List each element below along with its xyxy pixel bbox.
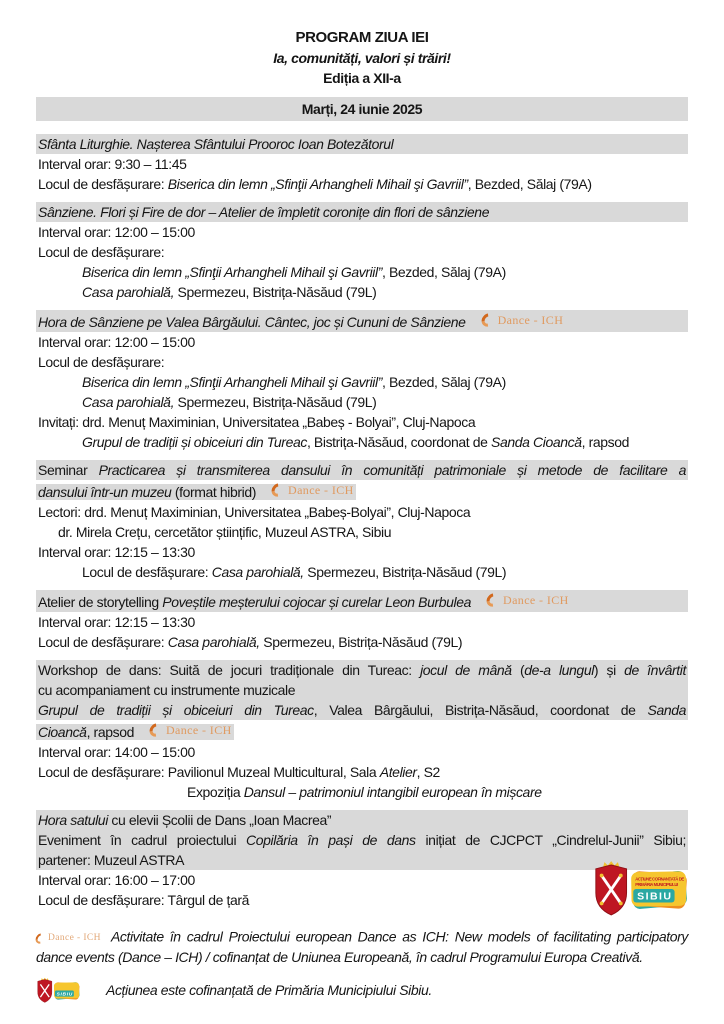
text-run: de-a lungul (524, 662, 594, 678)
text-run: Seminar (38, 462, 99, 478)
footer-sibiu-text: Acțiunea este cofinanțată de Primăria Municipiului Sibiu. (106, 982, 432, 998)
section-title-bar (36, 310, 688, 332)
text-line (36, 870, 688, 890)
text-run: Biserica din lemn „Sfinţii Arhangheli Mihail şi Gavriil” (82, 264, 382, 280)
text-run: , Valea Bârgăului, Bistrița-Năsăud, coordonat de (313, 702, 648, 718)
sibiu-logo-city: SIBIU (637, 890, 673, 903)
text-line (36, 282, 688, 302)
text-run: , Bezded, Sălaj (79A) (467, 176, 592, 192)
text-run: , rapsod (86, 724, 134, 740)
text-run: Spermezeu, Bistrița-Năsăud (79L) (259, 634, 463, 650)
text-line (36, 762, 688, 782)
section-title-bar (36, 134, 688, 154)
event-section-hora-satului (36, 810, 688, 910)
text-run: Locul de desfășurare: Târgul de țară (38, 892, 250, 908)
event-section-hora-sanziene (36, 310, 688, 452)
text-run: Interval orar: 12:00 – 15:00 (38, 334, 195, 350)
event-section-seminar (36, 460, 688, 582)
text-line (36, 432, 688, 452)
text-run: Workshop de dans: Suită de jocuri tradiționale din Tureac: (38, 662, 421, 678)
text-run: Interval orar: 12:00 – 15:00 (38, 224, 195, 240)
section-title-bar (36, 202, 688, 222)
text-run: Interval orar: 12:15 – 13:30 (38, 614, 195, 630)
section-title-bar (36, 830, 688, 850)
text-run: , rapsod (581, 434, 629, 450)
sibiu-logo-line2: PRIMĂRIA MUNICIPIULUI (635, 882, 678, 888)
text-run: Hora satului (38, 812, 108, 828)
text-run: Atelier de storytelling (38, 594, 163, 610)
text-run: (format hibrid) (171, 484, 256, 500)
sibiu-city-hall-logo (592, 860, 688, 918)
highlighted-text (36, 484, 356, 500)
text-line (36, 222, 688, 242)
section-title-bar (36, 720, 688, 742)
sibiu-logo-city: SIBIU (56, 991, 73, 997)
text-line (36, 154, 688, 174)
text-line (36, 262, 688, 282)
crescent-moon-icon (34, 931, 48, 945)
event-section-workshop (36, 660, 688, 802)
text-run: , Bezded, Sălaj (79A) (381, 374, 506, 390)
section-title-bar (36, 680, 688, 700)
text-run: de învârtit (624, 662, 686, 678)
section-title-bar (36, 810, 688, 830)
text-run: Casa parohială, (82, 394, 175, 410)
dance-ich-logo (272, 480, 354, 500)
section-title-bar (36, 590, 688, 612)
text-run: Lectori: drd. Menuț Maximinian, Universitatea „Babeș-Bolyai”, Cluj-Napoca (38, 504, 471, 520)
text-run: cu elevii Școlii de Dans „Ioan Macrea” (107, 812, 332, 828)
dance-ich-label: Dance - ICH (288, 483, 354, 497)
text-run: Interval orar: 16:00 – 17:00 (38, 872, 195, 888)
dance-ich-label: Dance - ICH (503, 593, 569, 607)
text-run: Grupul de tradiții și obiceiuri din Tureac (38, 702, 314, 718)
event-section-liturghie (36, 134, 688, 194)
text-run: Atelier (379, 764, 417, 780)
crescent-moon-icon (269, 481, 287, 499)
text-run: Locul de desfășurare: (38, 354, 165, 370)
event-section-storytelling (36, 590, 688, 652)
text-run: Casa parohială, (82, 284, 175, 300)
section-title-bar (36, 700, 688, 720)
text-run: partener: Muzeul ASTRA (38, 852, 185, 868)
text-line (36, 502, 688, 522)
text-run: ( (511, 662, 525, 678)
dance-ich-logo (487, 590, 569, 610)
section-title-bar (36, 480, 688, 502)
text-line (36, 174, 688, 194)
crescent-moon-icon (147, 721, 165, 739)
text-run: cu acompaniament cu instrumente muzicale (38, 682, 296, 698)
document-edition: Ediția a XII-a (323, 70, 401, 86)
text-run: Sânziene. Flori și Fire de dor – Atelier de împletit coronițe din flori de sânziene (38, 204, 490, 220)
text-run: ) și (593, 662, 625, 678)
text-run: Interval orar: 9:30 – 11:45 (38, 156, 187, 172)
text-run: Locul de desfășurare: (38, 176, 168, 192)
footer-eu-note (36, 926, 688, 967)
dance-ich-label: Dance - ICH (165, 723, 232, 737)
text-run: dr. Mirela Crețu, cercetător științific, Muzeul ASTRA, Sibiu (58, 524, 392, 540)
text-run: Hora de Sânziene pe Valea Bârgăului. Cântec, joc și Cununi de Sânziene (38, 314, 466, 330)
text-line (36, 332, 688, 352)
text-line (36, 632, 688, 652)
text-run: Eveniment în cadrul proiectului (38, 832, 247, 848)
text-run: Invitați: drd. Menuț Maximinian, Universitatea „Babeș - Bolyai”, Cluj-Napoca (38, 414, 476, 430)
text-run: Grupul de tradiții și obiceiuri din Tureac (82, 434, 307, 450)
text-run: Spermezeu, Bistrița-Năsăud (79L) (174, 394, 377, 410)
text-run: , Bistrița-Năsăud, coordonat de (306, 434, 492, 450)
text-run: Copilăria în pași de dans (246, 832, 416, 848)
date-banner: Marți, 24 iunie 2025 (36, 97, 688, 121)
crescent-moon-icon (479, 311, 497, 329)
text-run: Dansul – patrimoniul intangibil european în mișcare (243, 784, 542, 800)
dance-ich-logo (36, 928, 101, 948)
event-section-sanziene-atelier (36, 202, 688, 302)
dance-ich-logo (482, 310, 564, 330)
text-run: Casa parohială, (167, 634, 260, 650)
section-title-bar (36, 460, 688, 480)
text-run: Practicarea și transmiterea dansului în comunități patrimoniale și metode de facilitare a (98, 462, 686, 478)
text-run: dansului într-un muzeu (38, 484, 172, 500)
sibiu-logo-line1: ACȚIUNE COFINANȚATĂ DE (635, 876, 684, 882)
text-run: Interval orar: 12:15 – 13:30 (38, 544, 195, 560)
text-run: Sanda (647, 702, 686, 718)
text-line (36, 562, 688, 582)
text-line (36, 890, 688, 910)
crescent-moon-icon (484, 591, 502, 609)
text-run: Sanda Cioancă (491, 434, 582, 450)
text-line (36, 412, 688, 432)
text-line (36, 612, 688, 632)
text-line (36, 242, 688, 262)
text-run: Poveștile meșterului cojocar și curelar Leon Burbulea (162, 594, 471, 610)
text-run: , Bezded, Sălaj (79A) (381, 264, 506, 280)
document-subtitle: Ia, comunități, valori și trăiri! (273, 50, 451, 66)
text-run: Locul de desfășurare: (82, 564, 212, 580)
text-line (36, 522, 688, 542)
footer-sibiu-note (36, 977, 688, 1004)
text-run: Biserica din lemn „Sfinţii Arhangheli Mihail şi Gavriil” (82, 374, 382, 390)
section-title-bar (36, 850, 688, 870)
highlighted-text (36, 724, 234, 740)
text-run: Locul de desfășurare: Pavilionul Muzeal Multicultural, Sala (38, 764, 380, 780)
text-run: Spermezeu, Bistrița-Năsăud (79L) (174, 284, 377, 300)
text-line (36, 392, 688, 412)
section-title-bar (36, 660, 688, 680)
text-run: inițiat de CJCPCT „Cindrelul-Junii” Sibiu; (415, 832, 686, 848)
text-run: Sfânta Liturghie. Nașterea Sfântului Prooroc Ioan Botezătorul (38, 136, 394, 152)
text-line (36, 782, 688, 802)
text-run: Locul de desfășurare: (38, 634, 168, 650)
text-run: Locul de desfășurare: (38, 244, 165, 260)
footer-eu-text: Activitate în cadrul Proiectului european Dance as ICH: New models of facilitating participatory dance events (Dance – ICH) / cofinanțat de Uniunea Europeană, în cadrul Programului Europa Creativă. (36, 928, 688, 965)
text-run: Cioancă (38, 724, 87, 740)
dance-ich-logo (150, 720, 232, 740)
text-run: Casa parohială, (211, 564, 304, 580)
dance-ich-label: Dance - ICH (497, 313, 564, 327)
text-run: , S2 (416, 764, 440, 780)
text-run: Biserica din lemn „Sfinţii Arhangheli Mihail şi Gavriil” (167, 176, 468, 192)
dance-ich-label: Dance - ICH (48, 933, 101, 943)
text-run: jocul de mână (420, 662, 512, 678)
text-line (36, 352, 688, 372)
document-title: PROGRAM ZIUA IEI (295, 29, 429, 46)
text-line (36, 542, 688, 562)
text-run: Spermezeu, Bistrița-Năsăud (79L) (303, 564, 507, 580)
text-line (36, 742, 688, 762)
text-run: Interval orar: 14:00 – 15:00 (38, 744, 195, 760)
text-run: Expoziția (187, 784, 244, 800)
sibiu-city-hall-logo (36, 977, 80, 1004)
text-line (36, 372, 688, 392)
